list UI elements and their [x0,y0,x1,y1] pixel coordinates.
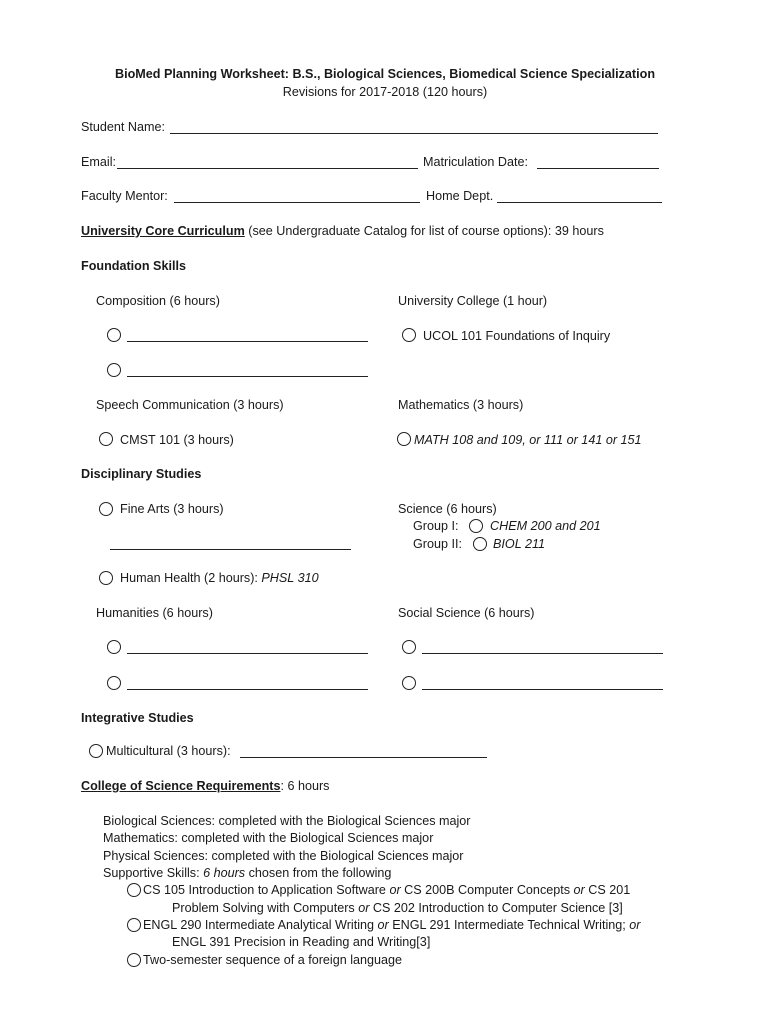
home-dept-label: Home Dept. [426,189,494,203]
disciplinary-heading: Disciplinary Studies [81,467,202,481]
composition-2-radio[interactable] [107,363,121,377]
group2-label: Group II: [413,537,462,551]
cmst-label: CMST 101 (3 hours) [120,433,234,447]
composition-1-radio[interactable] [107,328,121,342]
email-label: Email: [81,155,116,169]
ucol-label: UCOL 101 Foundations of Inquiry [423,329,611,343]
cmst-radio[interactable] [99,432,113,446]
home-dept-field[interactable] [497,202,662,203]
group1-label: Group I: [413,519,459,533]
cs-line2-a: Problem Solving with Computers [172,901,359,915]
engl-option-radio[interactable] [127,918,141,932]
human-health-line [120,570,319,586]
multicultural-radio[interactable] [89,744,103,758]
human-health-label: Human Health (2 hours): [120,571,262,585]
supportive-skills-line [103,865,391,881]
or-text: or [629,918,641,932]
composition-label: Composition (6 hours) [96,294,220,308]
cs-line2-b: CS 202 Introduction to Computer Science [3] [369,901,623,915]
group2-radio[interactable] [473,537,487,551]
page-title: BioMed Planning Worksheet: B.S., Biological Sciences, Biomedical Science Specialization [114,67,656,81]
social-science-2-radio[interactable] [402,676,416,690]
foundation-heading: Foundation Skills [81,259,186,273]
social-science-label: Social Science (6 hours) [398,606,535,620]
mentor-field[interactable] [174,202,420,203]
core-heading-line [81,223,604,239]
or-text: or [389,883,401,897]
math-radio[interactable] [397,432,411,446]
cs-line1-b: CS 200B Computer Concepts [400,883,574,897]
mathematics-text: Mathematics: completed with the Biological Sciences major [103,831,434,845]
cs-option-radio[interactable] [127,883,141,897]
social-science-1-radio[interactable] [402,640,416,654]
speech-label: Speech Communication (3 hours) [96,398,284,412]
college-heading: College of Science Requirements [81,779,281,793]
fine-arts-label: Fine Arts (3 hours) [120,502,224,516]
cs-option-line1 [143,882,630,898]
or-text: or [377,918,389,932]
human-health-course: PHSL 310 [261,571,319,585]
foreign-language-radio[interactable] [127,953,141,967]
supportive-hours: 6 hours [203,866,246,880]
humanities-1-radio[interactable] [107,640,121,654]
matriculation-field[interactable] [537,168,659,169]
cs-option-line2 [172,900,623,916]
or-text: or [573,883,585,897]
ucol-radio[interactable] [402,328,416,342]
integrative-heading: Integrative Studies [81,711,194,725]
humanities-label: Humanities (6 hours) [96,606,213,620]
college-heading-rest: : 6 hours [280,779,330,793]
engl-option-line1 [143,917,640,933]
bio-sciences-text: Biological Sciences: completed with the Biological Sciences major [103,814,471,828]
group1-course: CHEM 200 and 201 [490,519,601,533]
math-courses-label: MATH 108 and 109, or 111 or 141 or 151 [414,433,642,447]
fine-arts-radio[interactable] [99,502,113,516]
foreign-language-text: Two-semester sequence of a foreign language [143,953,403,967]
fine-arts-field[interactable] [110,549,351,550]
multicultural-label: Multicultural (3 hours): [106,744,231,758]
humanities-1-field[interactable] [127,653,368,654]
cs-line1-c: CS 201 [584,883,631,897]
humanities-2-radio[interactable] [107,676,121,690]
humanities-2-field[interactable] [127,689,368,690]
physical-sciences-text: Physical Sciences: completed with the Biological Sciences major [103,849,464,863]
page-subtitle: Revisions for 2017-2018 (120 hours) [282,85,488,99]
college-heading-line [81,778,329,794]
cs-line1-a: CS 105 Introduction to Application Software [143,883,390,897]
engl-line1-b: ENGL 291 Intermediate Technical Writing; [388,918,630,932]
core-heading: University Core Curriculum [81,224,245,238]
student-name-field[interactable] [170,133,658,134]
engl-line1-a: ENGL 290 Intermediate Analytical Writing [143,918,378,932]
social-science-2-field[interactable] [422,689,663,690]
composition-2-field[interactable] [127,376,368,377]
human-health-radio[interactable] [99,571,113,585]
mentor-label: Faculty Mentor: [81,189,168,203]
core-heading-rest: (see Undergraduate Catalog for list of course options): 39 hours [244,224,604,238]
supportive-post: chosen from the following [245,866,392,880]
or-text: or [358,901,370,915]
social-science-1-field[interactable] [422,653,663,654]
student-name-label: Student Name: [81,120,166,134]
university-college-label: University College (1 hour) [398,294,548,308]
composition-1-field[interactable] [127,341,368,342]
multicultural-field[interactable] [240,757,487,758]
mathematics-label: Mathematics (3 hours) [398,398,524,412]
science-label: Science (6 hours) [398,502,497,516]
email-field[interactable] [117,168,418,169]
supportive-pre: Supportive Skills: [103,866,204,880]
group2-course: BIOL 211 [493,537,546,551]
group1-radio[interactable] [469,519,483,533]
engl-option-line2: ENGL 391 Precision in Reading and Writing[3] [172,935,431,949]
matriculation-label: Matriculation Date: [423,155,528,169]
